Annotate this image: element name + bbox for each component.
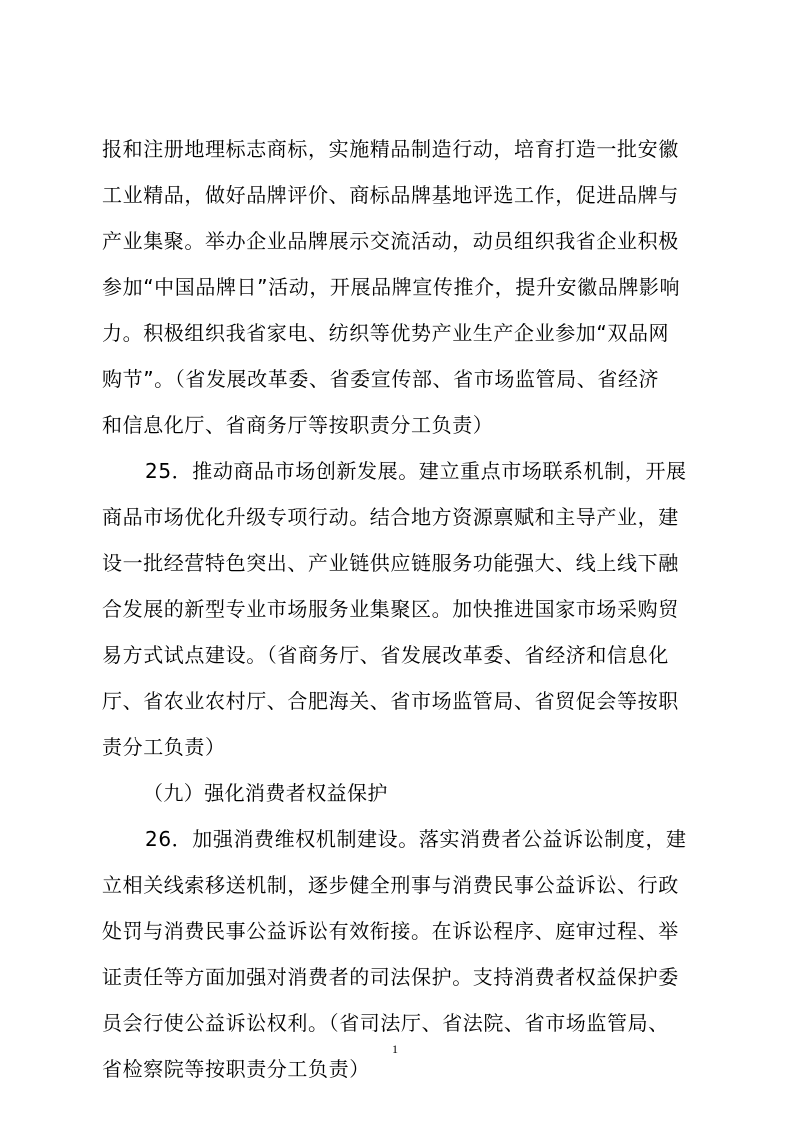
text-line: 设一批经营特色突出、产业链供应链服务功能强大、线上线下融 <box>102 551 679 575</box>
text-line: 省检察院等按职责分工负责） <box>102 1057 370 1081</box>
item-25-first-line: 25．推动商品市场创新发展。建立重点市场联系机制，开展 <box>145 459 687 483</box>
text-line: 工业精品，做好品牌评价、商标品牌基地评选工作，促进品牌与 <box>102 183 679 207</box>
text-line: 商品市场优化升级专项行动。结合地方资源禀赋和主导产业，建 <box>102 505 679 529</box>
page-number: 1 <box>392 1042 398 1056</box>
text-line: 购节”。（省发展改革委、省委宣传部、省市场监管局、省经济 <box>102 367 660 391</box>
text-line: 员会行使公益诉讼权利。（省司法厅、省法院、省市场监管局、 <box>102 1011 669 1035</box>
text-line: 厅、省农业农村厅、合肥海关、省市场监管局、省贸促会等按职 <box>102 689 679 713</box>
text-line: 责分工负责） <box>102 735 226 759</box>
item-26-first-line: 26．加强消费维权机制建设。落实消费者公益诉讼制度，建 <box>145 827 687 851</box>
section-heading: （九）强化消费者权益保护 <box>143 781 388 805</box>
text-line: 报和注册地理标志商标，实施精品制造行动，培育打造一批安徽 <box>102 137 679 161</box>
text-line: 立相关线索移送机制，逐步健全刑事与消费民事公益诉讼、行政 <box>102 873 679 897</box>
text-line: 力。积极组织我省家电、纺织等优势产业生产企业参加“双品网 <box>102 321 670 345</box>
text-line: 易方式试点建设。（省商务厅、省发展改革委、省经济和信息化 <box>102 643 669 667</box>
text-line: 参加“中国品牌日”活动，开展品牌宣传推介，提升安徽品牌影响 <box>102 275 681 299</box>
text-line: 合发展的新型专业市场服务业集聚区。加快推进国家市场采购贸 <box>102 597 679 621</box>
text-line: 处罚与消费民事公益诉讼有效衔接。在诉讼程序、庭审过程、举 <box>102 919 679 943</box>
text-line: 和信息化厅、省商务厅等按职责分工负责） <box>102 413 494 437</box>
text-line: 产业集聚。举办企业品牌展示交流活动，动员组织我省企业积极 <box>102 229 679 253</box>
text-line: 证责任等方面加强对消费者的司法保护。支持消费者权益保护委 <box>102 965 679 989</box>
